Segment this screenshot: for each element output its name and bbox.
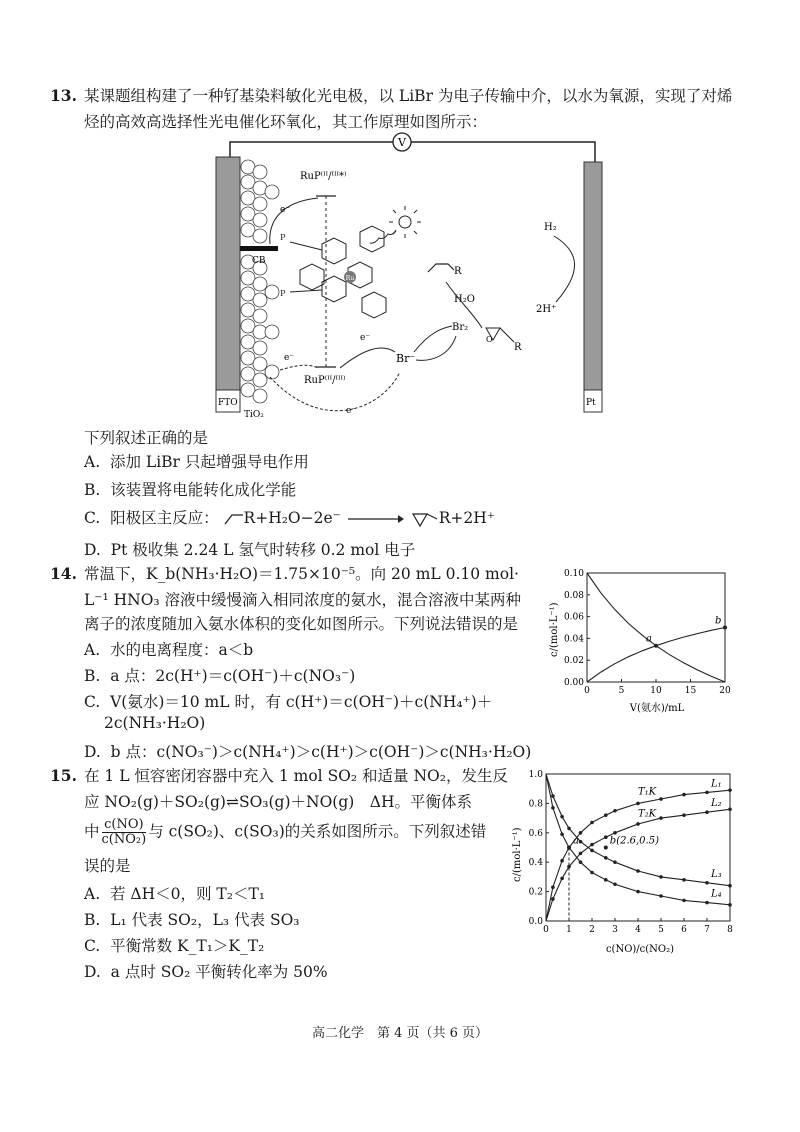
electron-label-1: e⁻ <box>280 205 291 215</box>
data-point <box>659 797 663 801</box>
fto-label: FTO <box>218 398 238 408</box>
q14-option-d[interactable] <box>84 740 531 762</box>
data-point <box>705 901 709 905</box>
q13-option-c[interactable] <box>84 506 495 530</box>
y-tick-label: 0.04 <box>563 634 584 645</box>
curve-label-t1: T₁K <box>638 786 657 798</box>
option-text: V(氨水)＝10 mL 时，有 c(H⁺)＝c(OH⁻)＋c(NH₄⁺)＋ <box>110 693 493 711</box>
q15-chart <box>508 766 748 956</box>
q15-option-d[interactable] <box>84 960 328 982</box>
annotation-point <box>723 626 727 630</box>
q14-option-c-cont <box>104 714 205 732</box>
x-tick-label: 1 <box>566 925 572 935</box>
data-point <box>604 856 608 860</box>
option-text: 2c(NH₃·H₂O) <box>104 714 206 732</box>
q13-option-b[interactable] <box>84 478 296 500</box>
tio2-particles <box>241 160 279 403</box>
y-tick-label: 0.08 <box>563 590 584 601</box>
data-point <box>613 831 617 835</box>
q13-diagram <box>210 132 610 422</box>
option-label: B. <box>84 481 101 499</box>
cb-bar <box>240 246 278 251</box>
q13-option-d[interactable] <box>84 538 415 560</box>
q15-stem-line4: 误的是 <box>84 857 131 875</box>
option-label: B. <box>84 911 101 929</box>
q15-ylabel: c/(mol·L⁻¹) <box>512 827 523 882</box>
y-tick-label: 0.6 <box>528 828 543 839</box>
q14-option-a[interactable] <box>84 638 253 660</box>
data-point <box>613 860 617 864</box>
annotation-label: b <box>715 615 722 627</box>
q14-ylabel: c/(mol·L⁻¹) <box>549 602 560 657</box>
data-point <box>728 807 732 811</box>
ru-center-label: Ru <box>345 275 355 282</box>
data-point <box>590 821 594 825</box>
q14-number: 14. <box>50 564 77 583</box>
q14-stem-line2: L⁻¹ HNO₃ 溶液中缓慢滴入相同浓度的氨水，混合溶液中某两种 <box>84 591 522 609</box>
annotation-label: b(2.6,0.5) <box>609 835 660 847</box>
electron-label-3: e⁻ <box>346 406 357 416</box>
x-tick-label: 3 <box>612 925 618 935</box>
q14-option-b[interactable] <box>84 664 355 686</box>
data-point <box>604 835 608 839</box>
data-point <box>590 849 594 853</box>
data-point <box>682 878 686 882</box>
option-label: D. <box>84 743 101 761</box>
option-text: 平衡常数 K_T₁＞K_T₂ <box>110 937 265 955</box>
q14-stem-line1: 常温下，K_b(NH₃·H₂O)＝1.75×10⁻⁵。向 20 mL 0.10 mol· <box>84 565 519 583</box>
series-line-2 <box>587 628 725 683</box>
option-text: Pt 极收集 2.24 L 氢气时转移 0.2 mol 电子 <box>110 541 416 559</box>
data-point <box>590 871 594 875</box>
x-tick-label: 2 <box>589 925 595 935</box>
alkene-r-label: R <box>454 266 462 277</box>
y-tick-label: 0.4 <box>528 858 543 869</box>
option-label: A. <box>84 641 101 659</box>
x-tick-label: 6 <box>681 925 687 935</box>
q14-chart <box>545 565 745 715</box>
alkene-icon <box>224 511 244 527</box>
y-tick-label: 1.0 <box>528 770 543 780</box>
option-text: a 点：2c(H⁺)＝c(OH⁻)＋c(NO₃⁻) <box>110 667 356 685</box>
series-line-2 <box>546 809 730 921</box>
option-label: A. <box>84 453 101 471</box>
option-text-mid: R+H₂O−2e⁻ <box>243 509 341 527</box>
data-point <box>551 806 555 810</box>
h2o-label: H₂O <box>454 294 475 305</box>
annotation-point <box>654 644 658 648</box>
rup-bottom-label: RuP⁽ᴵᴵ/ᴵᴵᴵ⁾ <box>304 375 346 386</box>
option-text: a 点时 SO₂ 平衡转化率为 50% <box>110 963 328 981</box>
2h-plus-label: 2H⁺ <box>536 304 557 315</box>
br-minus-label: Br⁻ <box>396 352 416 365</box>
option-text: 若 ΔH＜0，则 T₂＜T₁ <box>109 885 266 903</box>
data-point <box>705 810 709 814</box>
annotation-point <box>604 846 608 850</box>
option-label: D. <box>84 963 101 981</box>
data-point <box>551 897 555 901</box>
q14-stem-line3: 离子的浓度随加入氨水体积的变化如图所示。下列说法错误的是 <box>84 615 519 633</box>
option-label: A. <box>84 885 101 903</box>
x-tick-label: 5 <box>658 925 664 935</box>
data-point <box>579 852 583 856</box>
y-tick-label: 0.10 <box>563 569 584 579</box>
q15-number: 15. <box>50 766 77 785</box>
data-point <box>604 813 608 817</box>
option-text-suffix: R+2H⁺ <box>438 509 495 527</box>
svg-text:P: P <box>280 233 286 242</box>
data-point <box>579 860 583 864</box>
q14-option-c[interactable] <box>84 690 492 712</box>
series-label: L₂ <box>711 798 722 810</box>
data-point <box>551 885 555 889</box>
option-text: 添加 LiBr 只起增强导电作用 <box>109 453 309 471</box>
q15-stem-line3-prefix: 中 <box>84 822 100 841</box>
data-point <box>567 827 571 831</box>
y-tick-label: 0.06 <box>563 612 584 623</box>
electron-label-2: e⁻ <box>284 353 295 363</box>
arrow-icon <box>346 512 404 526</box>
annotation-label: a <box>646 633 652 645</box>
data-point <box>705 881 709 885</box>
data-point <box>579 840 583 844</box>
data-point <box>551 794 555 798</box>
curve-label-t2: T₂K <box>638 808 657 820</box>
data-point <box>636 869 640 873</box>
epoxide-r-label: R <box>514 342 522 353</box>
br2-label: Br₂ <box>452 322 469 333</box>
option-text: 水的电离程度：a＜b <box>109 641 254 659</box>
q13-number: 13. <box>50 86 77 105</box>
y-tick-label: 0.8 <box>528 799 543 810</box>
q15-option-a[interactable] <box>84 882 265 904</box>
ru-dye-molecule <box>280 226 386 318</box>
q15-stem-line2: 应 NO₂(g)＋SO₂(g)⇌SO₃(g)＋NO(g) ΔH。平衡体系 <box>84 793 473 811</box>
option-label: C. <box>84 509 101 527</box>
epoxide-icon <box>409 508 439 530</box>
data-point <box>682 813 686 817</box>
data-point <box>636 890 640 894</box>
data-point <box>560 832 564 836</box>
option-label: C. <box>84 693 101 711</box>
data-point <box>613 809 617 813</box>
x-tick-label: 20 <box>719 686 731 696</box>
data-point <box>560 877 564 881</box>
x-tick-label: 8 <box>727 925 733 935</box>
x-tick-label: 5 <box>618 686 625 696</box>
series-label: L₃ <box>711 868 722 880</box>
data-point <box>560 815 564 819</box>
series-label: L₁ <box>711 778 722 790</box>
q13-prompt: 下列叙述正确的是 <box>84 429 209 447</box>
option-text: b 点：c(NO₃⁻)＞c(NH₄⁺)＞c(H⁺)＞c(OH⁻)＞c(NH₃·H₂O) <box>110 743 532 761</box>
option-label: C. <box>84 937 101 955</box>
pt-electrode <box>584 162 602 412</box>
data-point <box>728 903 732 907</box>
data-point <box>604 878 608 882</box>
electron-label-4: e⁻ <box>360 333 371 343</box>
fto-electrode <box>216 157 240 412</box>
option-text: 该装置将电能转化成化学能 <box>110 481 297 499</box>
q15-stem-line3 <box>84 818 486 847</box>
x-tick-label: 7 <box>704 925 710 935</box>
ratio-fraction <box>102 818 147 847</box>
option-text: L₁ 代表 SO₂，L₃ 代表 SO₃ <box>110 911 300 929</box>
data-point <box>659 816 663 820</box>
pt-label: Pt <box>586 398 596 408</box>
fraction-numerator: c(NO) <box>102 818 147 833</box>
q15-stem-line1: 在 1 L 恒容密闭容器中充入 1 mol SO₂ 和适量 NO₂，发生反 <box>84 767 508 785</box>
data-point <box>590 843 594 847</box>
q13-option-a[interactable] <box>84 450 309 472</box>
data-point <box>636 802 640 806</box>
x-tick-label: 0 <box>543 925 549 935</box>
data-point <box>636 822 640 826</box>
data-point <box>728 788 732 792</box>
fraction-denominator: c(NO₂) <box>101 832 147 847</box>
data-point <box>579 831 583 835</box>
x-tick-label: 15 <box>684 686 697 696</box>
option-text-prefix: 阳极区主反应： <box>110 509 219 527</box>
data-point <box>613 882 617 886</box>
sun-icon <box>370 206 421 243</box>
rup-top-label: RuP⁽ᴵᴵ/ᴵᴵᴵ*⁾ <box>300 171 347 182</box>
q14-xlabel: V(氨水)/mL <box>629 703 685 714</box>
data-point <box>705 791 709 795</box>
q15-option-c[interactable] <box>84 934 264 956</box>
data-point <box>682 793 686 797</box>
data-point <box>728 884 732 888</box>
voltmeter-label: V <box>398 136 406 149</box>
option-label: B. <box>84 667 101 685</box>
option-label: D. <box>84 541 101 559</box>
series-label: L₄ <box>711 888 722 900</box>
data-point <box>682 899 686 903</box>
x-tick-label: 10 <box>650 686 662 696</box>
plot-frame <box>587 573 725 682</box>
q15-xlabel: c(NO)/c(NO₂) <box>605 944 675 955</box>
q15-option-b[interactable] <box>84 908 300 930</box>
annotation-label: a <box>573 835 579 847</box>
h2-label: H₂ <box>544 222 557 233</box>
q13-stem-line2: 烃的高效高选择性光电催化环氧化，其工作原理如图所示： <box>84 113 488 131</box>
svg-text:P: P <box>280 289 286 298</box>
tio2-label: TiO₂ <box>244 410 264 420</box>
cb-label: CB <box>252 256 266 266</box>
data-point <box>560 859 564 863</box>
data-point <box>659 875 663 879</box>
svg-text:O: O <box>486 335 493 344</box>
data-point <box>659 894 663 898</box>
series-line-1 <box>587 573 725 682</box>
x-tick-label: 4 <box>635 925 641 935</box>
y-tick-label: 0.00 <box>563 678 584 688</box>
q15-stem-line3-suffix: 与 c(SO₂)、c(SO₃)的关系如图所示。下列叙述错 <box>148 822 487 841</box>
y-tick-label: 0.0 <box>528 917 543 927</box>
y-tick-label: 0.2 <box>528 887 543 898</box>
x-tick-label: 0 <box>584 686 590 696</box>
y-tick-label: 0.02 <box>563 656 584 667</box>
q13-stem-line1: 某课题组构建了一种钌基染料敏化光电极，以 LiBr 为电子传输中介，以水为氧源，实现了对烯 <box>84 87 733 105</box>
page-footer: 高二化学 第 4 页（共 6 页） <box>311 1026 489 1041</box>
